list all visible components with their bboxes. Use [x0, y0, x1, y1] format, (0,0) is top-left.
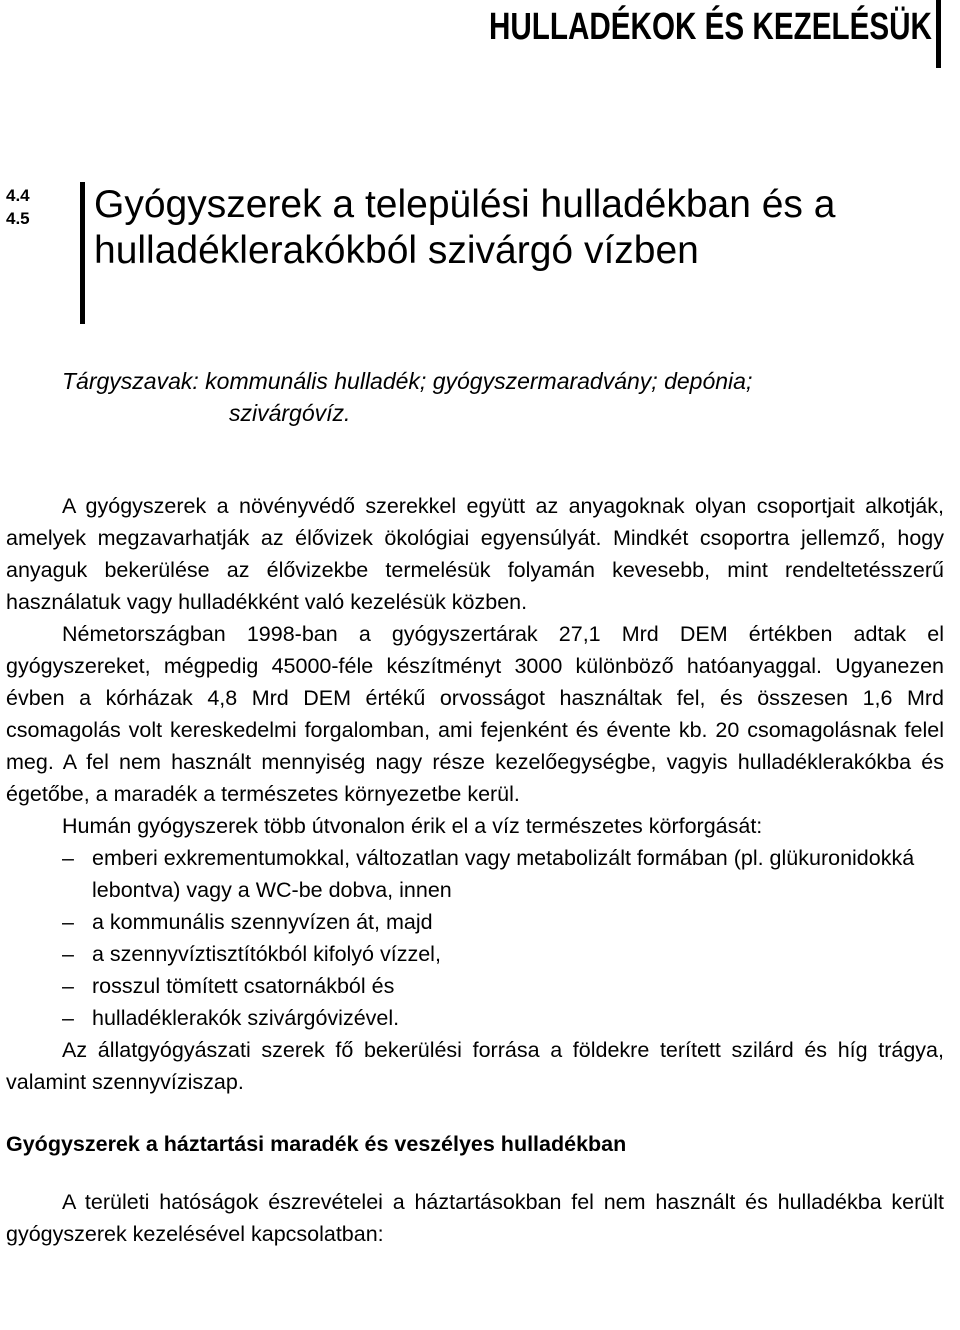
- keywords: [62, 365, 942, 429]
- section-vertical-bar: [80, 182, 85, 324]
- dash-bullet: –: [62, 910, 74, 934]
- paragraph-3: Humán gyógyszerek több útvonalon érik el a víz természetes körforgását:: [62, 814, 763, 838]
- list-item: [6, 1002, 944, 1034]
- list-item: [6, 906, 944, 938]
- keywords-line-2: szivárgóvíz.: [229, 400, 351, 426]
- list-item-text: a kommunális szennyvízen át, majd: [92, 910, 433, 934]
- paragraph-4: Az állatgyógyászati szerek fő bekerülési forrása a földekre terített szilárd és híg trágya, valamint szennyvíziszap.: [6, 1038, 944, 1094]
- section-title: Gyógyszerek a települési hulladékban és a hulladéklerakókból szivárgó vízben: [94, 183, 836, 272]
- list-item-text: a szennyvíztisztítókból kifolyó vízzel,: [92, 942, 441, 966]
- list-item-text: rosszul tömített csatornákból és: [92, 974, 395, 998]
- paragraph-1: A gyógyszerek a növényvédő szerekkel együtt az anyagoknak olyan csoportjait alkotják, amelyek megzavarhatják az élővizek ökológiai egyensúlyát. Mindkét csoportra jellemző, hogy anyaguk bekerülése az élővizekbe termelésük folyamán kevesebb, mint rendeltetésszerű használatuk vagy hulladékként való kezelésük közben.: [6, 494, 944, 614]
- article-body: [6, 490, 944, 1250]
- paragraph-5: A területi hatóságok észrevételei a háztartásokban fel nem használt és hulladékba került gyógyszerek kezelésével kapcsolatban:: [6, 1190, 944, 1246]
- running-header-title: HULLADÉKOK ÉS KEZELÉSÜK: [489, 6, 932, 48]
- section-number-1: 4.4: [6, 186, 30, 205]
- dash-bullet: –: [62, 974, 74, 998]
- pathway-list: [6, 842, 944, 1034]
- list-item-text: emberi exkrementumokkal, változatlan vagy metabolizált formában (pl. glükuronidokká lebontva) vagy a WC-be dobva, innen: [92, 846, 915, 902]
- list-item-text: hulladéklerakók szivárgóvizével.: [92, 1006, 400, 1030]
- list-item: [6, 970, 944, 1002]
- dash-bullet: –: [62, 942, 74, 966]
- dash-bullet: –: [62, 1006, 74, 1030]
- subheading: Gyógyszerek a háztartási maradék és veszélyes hulladékban: [6, 1132, 627, 1156]
- paragraph-2: Németországban 1998-ban a gyógyszertárak 27,1 Mrd DEM értékben adtak el gyógyszereket, mégpedig 45000-féle készítményt 3000 különböző hatóanyaggal. Ugyanezen évben a kórházak 4,8 Mrd DEM értékű orvosságot használtak fel, és összesen 1,6 Mrd csomagolás volt kereskedelmi forgalomban, ami fejenként és évente kb. 20 csomagolásnak felel meg. A fel nem használt mennyiség nagy része kezelőegységbe, vagyis hulladéklerakókba és égetőbe, a maradék a természetes környezetbe kerül.: [6, 622, 944, 806]
- section-number-2: 4.5: [6, 209, 30, 228]
- keywords-line-1: Tárgyszavak: kommunális hulladék; gyógyszermaradvány; depónia;: [62, 368, 753, 394]
- list-item: [6, 842, 944, 906]
- header-vertical-rule: [936, 0, 941, 68]
- dash-bullet: –: [62, 846, 74, 870]
- section-numbers: [6, 184, 30, 230]
- list-item: [6, 938, 944, 970]
